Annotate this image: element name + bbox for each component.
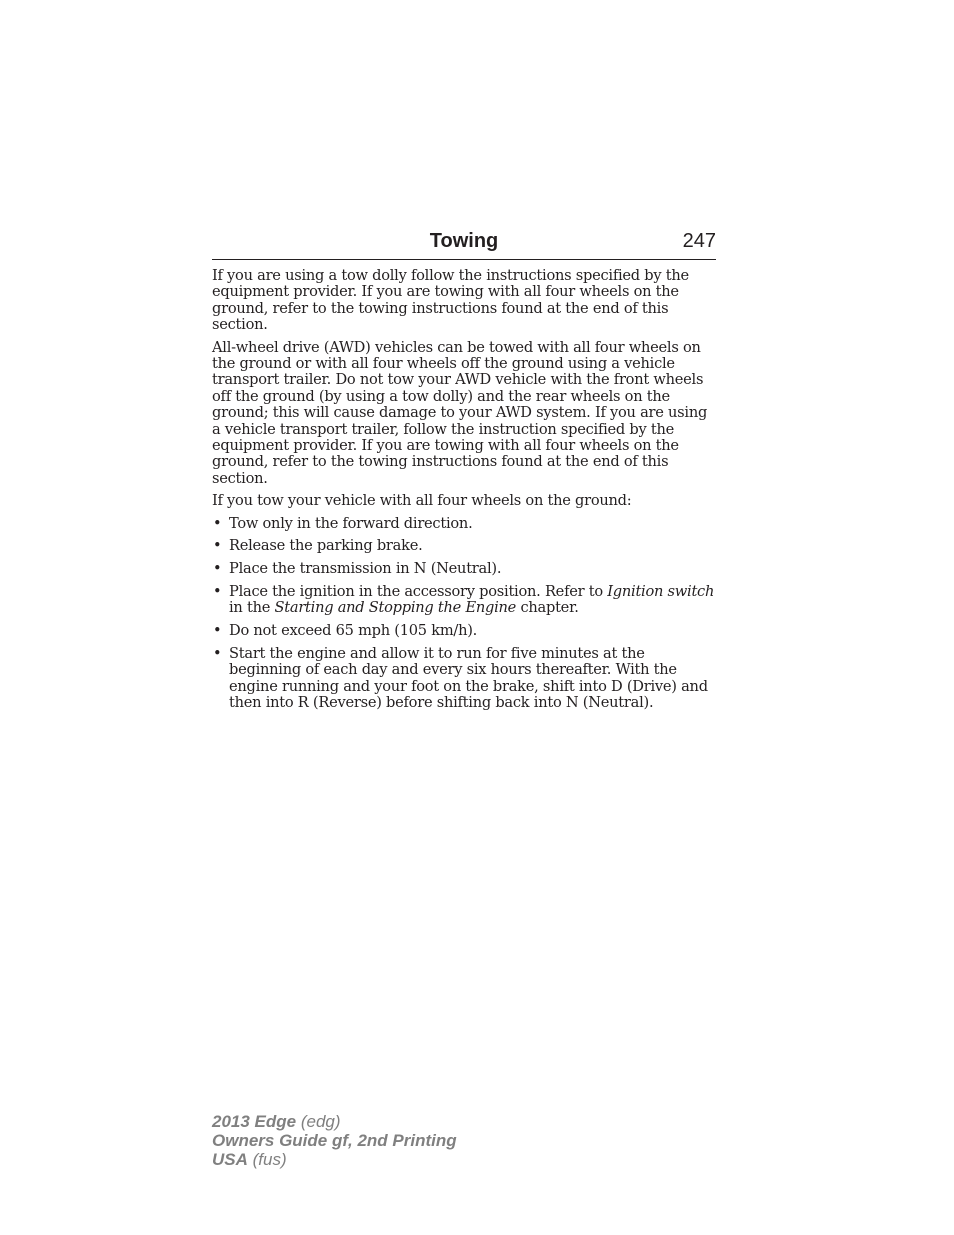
cross-reference-starting-chapter: Starting and Stopping the Engine: [274, 599, 517, 617]
list-item-text: Do not exceed 65 mph (105 km/h).: [229, 622, 478, 640]
page-number: 247: [682, 230, 716, 252]
list-item: [212, 561, 718, 577]
bullet-icon: •: [213, 622, 222, 640]
paragraph-tow-dolly: If you are using a tow dolly follow the instructions specified by the equipment provider. If you are towing with all four wheels on the ground, refer to the towing instructions found at the end of this section.: [212, 267, 689, 334]
list-item: [212, 538, 718, 554]
list-item: [212, 516, 718, 532]
bullet-icon: •: [213, 537, 222, 555]
body-content: [212, 268, 718, 718]
footer-model-code: (edg): [296, 1112, 341, 1131]
section-title: Towing: [429, 230, 499, 252]
footer-model: 2013 Edge: [212, 1112, 297, 1131]
list-item-text: Release the parking brake.: [229, 537, 423, 555]
cross-reference-ignition-switch: Ignition switch: [607, 583, 715, 601]
list-item: [212, 623, 718, 639]
footer-market: USA: [212, 1150, 248, 1169]
bullet-icon: •: [213, 645, 222, 663]
list-item-text: Start the engine and allow it to run for five minutes at the beginning of each day and every six hours thereafter. With the engine running and your foot on the brake, shift into D (Drive) and then into R (Reverse) before shifting back into N (Neutral).: [229, 645, 708, 712]
paragraph-awd: All-wheel drive (AWD) vehicles can be towed with all four wheels on the ground or with all four wheels off the ground using a vehicle transport trailer. Do not tow your AWD vehicle with the front wheels off the ground (by using a tow dolly) and the rear wheels on the ground; this will cause damage to your AWD system. If you are using a vehicle transport trailer, follow the instruction specified by the equipment provider. If you are towing with all four wheels on the ground, refer to the towing instructions found at the end of this section.: [212, 338, 708, 487]
bullet-icon: •: [213, 514, 222, 532]
footer-market-code: (fus): [247, 1150, 287, 1169]
footer-model-line: [212, 1112, 457, 1131]
list-item: [212, 584, 718, 617]
list-item-text: [229, 583, 714, 616]
page-header: [212, 228, 716, 260]
text-segment: Place the ignition in the accessory position. Refer to: [229, 583, 608, 601]
document-footer: [212, 1112, 457, 1169]
text-segment: in the: [229, 599, 275, 617]
list-item: [212, 646, 718, 712]
footer-guide-line: Owners Guide gf, 2nd Printing: [212, 1131, 457, 1150]
text-segment: chapter.: [516, 599, 579, 617]
footer-market-line: [212, 1150, 457, 1169]
bullet-icon: •: [213, 560, 222, 578]
paragraph-four-wheels-intro: If you tow your vehicle with all four wheels on the ground:: [212, 492, 632, 510]
list-item-text: Place the transmission in N (Neutral).: [229, 560, 502, 578]
list-item-text: Tow only in the forward direction.: [229, 514, 473, 532]
towing-steps-list: [212, 516, 718, 712]
bullet-icon: •: [213, 583, 222, 601]
